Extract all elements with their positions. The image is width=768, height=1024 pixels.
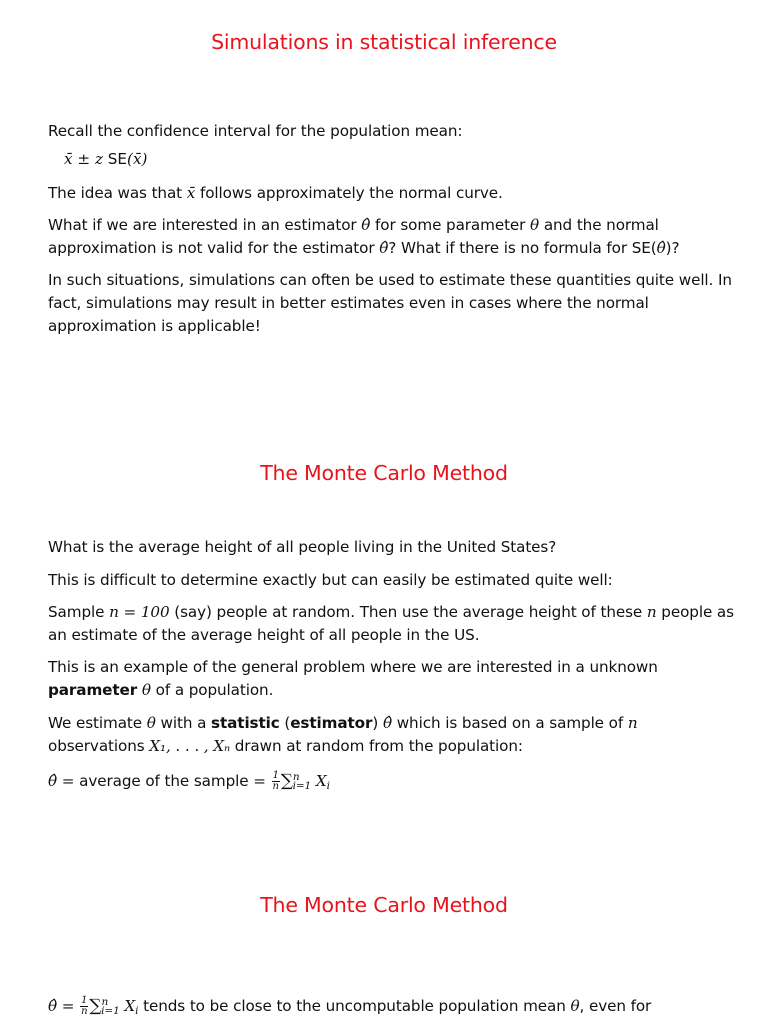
- paragraph: What is the average height of all people living in the United States?: [48, 538, 557, 556]
- slide-title: The Monte Carlo Method: [260, 461, 508, 485]
- paragraph: We estimate θ with a statistic (estimator) θ̂ which is based on a sample of n observations X₁, . . . , Xₙ drawn at random from the population:: [48, 714, 638, 755]
- paragraph: What if we are interested in an estimator θ̂ for some parameter θ and the normal approximation is not valid for the estimator θ̂? What if there is no formula for SE(θ̂)?: [48, 216, 680, 257]
- paragraph: The idea was that x̄ follows approximately the normal curve.: [48, 184, 503, 202]
- fraction: $\frac{1}{n}$: [81, 995, 88, 1017]
- fraction: $\frac{1}{n}$: [272, 770, 279, 792]
- paragraph: In such situations, simulations can often be used to estimate these quantities quite well. In fact, simulations may result in better estimates even in cases where the normal approximation is applicable!: [48, 271, 732, 335]
- paragraph: Recall the confidence interval for the population mean:: [48, 122, 463, 140]
- paragraph: This is difficult to determine exactly but can easily be estimated quite well:: [48, 571, 613, 589]
- paragraph: Sample n = 100 (say) people at random. Then use the average height of these n people as an estimate of the average height of all people in the US.: [48, 603, 734, 644]
- slide-title: Simulations in statistical inference: [211, 30, 557, 54]
- slide-title: The Monte Carlo Method: [260, 893, 508, 917]
- confidence-interval-formula: x̄ ± z SE(x̄): [64, 150, 148, 168]
- paragraph: This is an example of the general problem where we are interested in a unknown parameter θ of a population.: [48, 658, 658, 699]
- sample-mean-formula: θ̂ = average of the sample = $\frac{1}{n}$ ∑$^n_{i=1}$ $X_i$: [48, 770, 330, 792]
- paragraph: θ̂ = $\frac{1}{n}$ ∑$^n_{i=1}$ $X_i$ tends to be close to the uncomputable population mean θ, even for: [48, 995, 652, 1017]
